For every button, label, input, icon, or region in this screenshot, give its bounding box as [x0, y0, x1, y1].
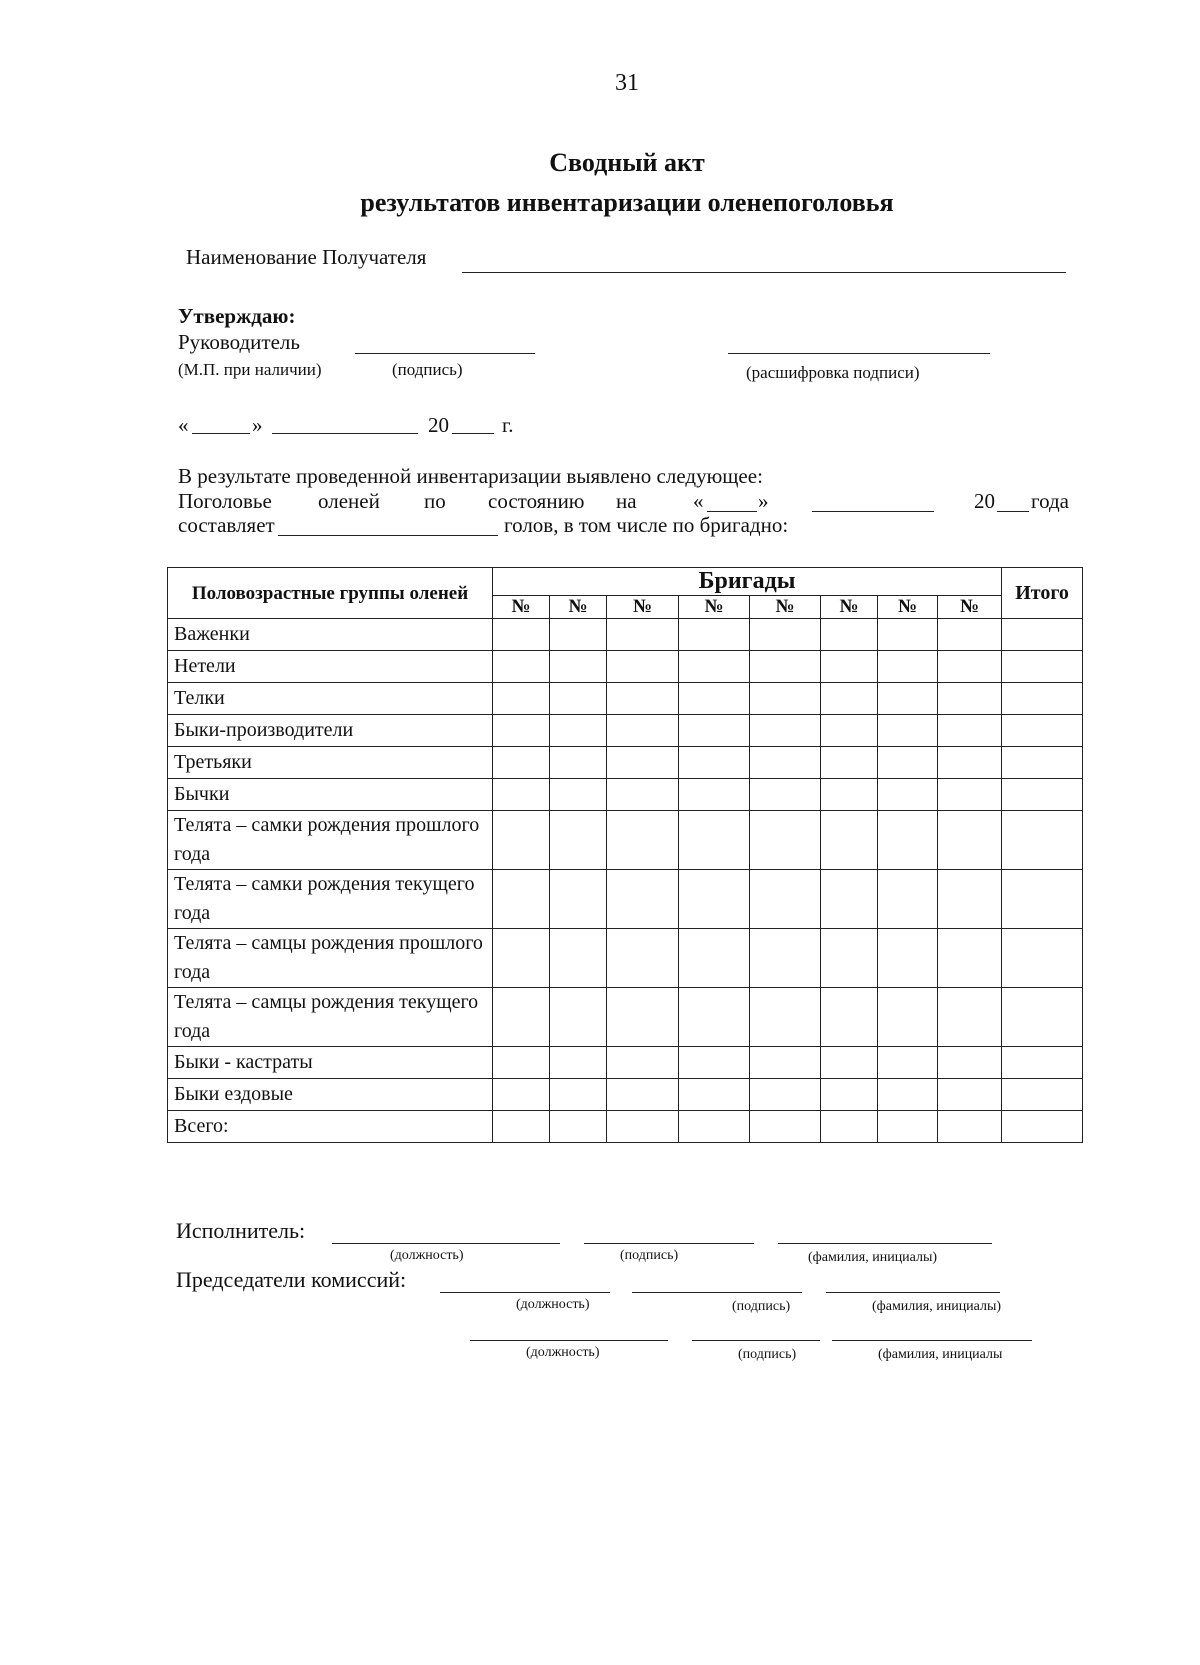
- brigade-count-cell[interactable]: [878, 870, 938, 929]
- brigade-count-cell[interactable]: [750, 747, 821, 779]
- brigade-count-cell[interactable]: [493, 1047, 550, 1079]
- chair2-name-line[interactable]: [832, 1340, 1032, 1341]
- brigade-count-cell[interactable]: [938, 1047, 1002, 1079]
- brigade-count-cell[interactable]: [493, 988, 550, 1047]
- brigade-count-cell[interactable]: [750, 870, 821, 929]
- table-row: [168, 747, 1083, 779]
- recipient-label: Наименование Получателя: [186, 245, 427, 269]
- intro-word: Поголовье: [178, 489, 272, 513]
- brigade-count-cell[interactable]: [550, 651, 607, 683]
- state-month-line[interactable]: [812, 511, 934, 512]
- brigade-count-cell[interactable]: [550, 811, 607, 870]
- row-label: Третьяки: [168, 747, 493, 779]
- brigade-count-cell[interactable]: [938, 1111, 1002, 1143]
- brigade-count-cell[interactable]: [607, 1047, 679, 1079]
- seal-note: (М.П. при наличии): [178, 360, 322, 379]
- document-subtitle: результатов инвентаризации оленепоголовья: [360, 188, 894, 217]
- intro-word: состоянию: [488, 489, 585, 513]
- brigade-count-cell[interactable]: [938, 1079, 1002, 1111]
- chair1-position-line[interactable]: [440, 1292, 610, 1293]
- brigade-count-cell[interactable]: [878, 1111, 938, 1143]
- intro-word: «: [693, 489, 704, 513]
- brigade-count-cell[interactable]: [607, 779, 679, 811]
- brigade-count-cell[interactable]: [550, 619, 607, 651]
- brigade-count-cell[interactable]: [878, 929, 938, 988]
- state-year-line[interactable]: [997, 511, 1029, 512]
- brigade-count-cell[interactable]: [821, 1111, 878, 1143]
- total-count-cell[interactable]: [1002, 811, 1083, 870]
- brigade-count-cell[interactable]: [821, 811, 878, 870]
- date-year-suffix: г.: [502, 413, 514, 437]
- brigade-count-cell[interactable]: [750, 715, 821, 747]
- brigade-count-cell[interactable]: [679, 779, 750, 811]
- brigade-count-cell[interactable]: [679, 683, 750, 715]
- row-label: Быки - кастраты: [168, 1047, 493, 1079]
- brigade-count-cell[interactable]: [679, 811, 750, 870]
- brigade-count-cell[interactable]: [878, 1047, 938, 1079]
- brigade-count-cell[interactable]: [938, 870, 1002, 929]
- brigade-count-cell[interactable]: [550, 1047, 607, 1079]
- chair1-signature-caption: (подпись): [732, 1299, 791, 1314]
- brigade-count-cell[interactable]: [750, 651, 821, 683]
- brigade-count-cell[interactable]: [878, 747, 938, 779]
- executor-position-caption: (должность): [390, 1248, 464, 1263]
- brigade-number-header[interactable]: №: [550, 596, 607, 619]
- date-day-line[interactable]: [192, 433, 250, 434]
- brigade-count-cell[interactable]: [878, 619, 938, 651]
- brigade-count-cell[interactable]: [607, 870, 679, 929]
- brigade-count-cell[interactable]: [878, 683, 938, 715]
- executor-signature-line[interactable]: [584, 1243, 754, 1244]
- table-row: [168, 619, 1083, 651]
- brigade-number-header[interactable]: №: [607, 596, 679, 619]
- brigade-number-header[interactable]: №: [679, 596, 750, 619]
- brigade-count-cell[interactable]: [821, 715, 878, 747]
- brigade-count-cell[interactable]: [493, 811, 550, 870]
- total-count-cell[interactable]: [1002, 619, 1083, 651]
- table-row: [168, 1079, 1083, 1111]
- brigade-count-cell[interactable]: [821, 651, 878, 683]
- brigade-count-cell[interactable]: [550, 747, 607, 779]
- intro-line: В результате проведенной инвентаризации выявлено следующее:: [178, 464, 763, 488]
- page-number: 31: [615, 70, 639, 96]
- brigade-count-cell[interactable]: [550, 1079, 607, 1111]
- total-count-cell[interactable]: [1002, 683, 1083, 715]
- brigade-count-cell[interactable]: [821, 1079, 878, 1111]
- brigade-count-cell[interactable]: [607, 1079, 679, 1111]
- brigade-number-header[interactable]: №: [821, 596, 878, 619]
- row-label: Телята – самки рождения прошлого года: [168, 811, 493, 870]
- brigade-count-cell[interactable]: [750, 929, 821, 988]
- total-count-cell[interactable]: [1002, 870, 1083, 929]
- brigade-count-cell[interactable]: [607, 1111, 679, 1143]
- inventory-table-body: [168, 619, 1083, 1143]
- brigade-count-cell[interactable]: [550, 1111, 607, 1143]
- executor-position-line[interactable]: [332, 1243, 560, 1244]
- brigades-header: Бригады: [493, 568, 1002, 596]
- brigade-count-cell[interactable]: [607, 651, 679, 683]
- row-label: Быки ездовые: [168, 1079, 493, 1111]
- chair1-signature-line[interactable]: [632, 1292, 802, 1293]
- brigade-count-cell[interactable]: [938, 811, 1002, 870]
- table-row: [168, 988, 1083, 1047]
- approve-heading: Утверждаю:: [178, 304, 296, 328]
- brigade-number-header[interactable]: №: [750, 596, 821, 619]
- brigade-count-cell[interactable]: [821, 747, 878, 779]
- executor-name-caption: (фамилия, инициалы): [808, 1250, 938, 1265]
- head-label: Руководитель: [178, 330, 300, 354]
- brigade-count-cell[interactable]: [938, 988, 1002, 1047]
- chair2-position-caption: (должность): [526, 1345, 600, 1360]
- brigade-count-cell[interactable]: [493, 1079, 550, 1111]
- document-title: Сводный акт: [549, 148, 705, 177]
- brigade-count-cell[interactable]: [938, 619, 1002, 651]
- intro-word: по: [424, 489, 446, 513]
- table-row: [168, 651, 1083, 683]
- brigade-count-cell[interactable]: [878, 651, 938, 683]
- total-heads-line[interactable]: [278, 535, 498, 536]
- brigade-count-cell[interactable]: [493, 619, 550, 651]
- brigade-count-cell[interactable]: [550, 988, 607, 1047]
- brigade-count-cell[interactable]: [750, 988, 821, 1047]
- total-count-cell[interactable]: [1002, 1047, 1083, 1079]
- total-count-cell[interactable]: [1002, 988, 1083, 1047]
- row-label: Телята – самцы рождения прошлого года: [168, 929, 493, 988]
- total-count-cell[interactable]: [1002, 1079, 1083, 1111]
- brigade-count-cell[interactable]: [679, 651, 750, 683]
- brigade-count-cell[interactable]: [821, 870, 878, 929]
- brigade-number-header[interactable]: №: [493, 596, 550, 619]
- brigade-count-cell[interactable]: [679, 870, 750, 929]
- intro-amount-start: составляет: [178, 513, 275, 537]
- state-year-prefix: 20: [974, 489, 995, 513]
- chair1-name-line[interactable]: [826, 1292, 1000, 1293]
- brigade-count-cell[interactable]: [679, 1047, 750, 1079]
- table-row: [168, 715, 1083, 747]
- groups-header: Половозрастные группы оленей: [168, 568, 493, 619]
- total-count-cell[interactable]: [1002, 1111, 1083, 1143]
- brigade-count-cell[interactable]: [493, 870, 550, 929]
- table-row: [168, 1047, 1083, 1079]
- table-row: [168, 870, 1083, 929]
- brigade-count-cell[interactable]: [607, 619, 679, 651]
- head-decoding-caption: (расшифровка подписи): [746, 363, 920, 382]
- chair1-name-caption: (фамилия, инициалы): [872, 1299, 1002, 1314]
- brigade-count-cell[interactable]: [550, 683, 607, 715]
- brigade-count-cell[interactable]: [821, 988, 878, 1047]
- brigade-count-cell[interactable]: [679, 747, 750, 779]
- state-day-line[interactable]: [707, 511, 757, 512]
- table-row: [168, 1111, 1083, 1143]
- brigade-count-cell[interactable]: [679, 1079, 750, 1111]
- brigade-count-cell[interactable]: [607, 715, 679, 747]
- row-label: Бычки: [168, 779, 493, 811]
- table-row: [168, 779, 1083, 811]
- head-decoding-line[interactable]: [728, 353, 990, 354]
- intro-amount-end: голов, в том числе по бригадно:: [504, 513, 789, 537]
- total-count-cell[interactable]: [1002, 715, 1083, 747]
- date-open-quote: «: [178, 413, 189, 437]
- total-count-cell[interactable]: [1002, 651, 1083, 683]
- brigade-count-cell[interactable]: [679, 619, 750, 651]
- brigade-count-cell[interactable]: [750, 1111, 821, 1143]
- intro-word: на: [616, 489, 637, 513]
- brigade-count-cell[interactable]: [878, 715, 938, 747]
- row-label: Нетели: [168, 651, 493, 683]
- brigade-count-cell[interactable]: [878, 811, 938, 870]
- brigade-count-cell[interactable]: [750, 683, 821, 715]
- brigade-count-cell[interactable]: [938, 651, 1002, 683]
- brigade-count-cell[interactable]: [821, 779, 878, 811]
- brigade-count-cell[interactable]: [750, 779, 821, 811]
- head-signature-caption: (подпись): [392, 360, 463, 379]
- executor-signature-caption: (подпись): [620, 1248, 679, 1263]
- table-row: [168, 929, 1083, 988]
- chair2-name-caption: (фамилия, инициалы: [878, 1347, 1003, 1362]
- date-year-line[interactable]: [452, 433, 494, 434]
- total-count-cell[interactable]: [1002, 747, 1083, 779]
- total-count-cell[interactable]: [1002, 779, 1083, 811]
- chair2-signature-caption: (подпись): [738, 1347, 797, 1362]
- brigade-count-cell[interactable]: [493, 929, 550, 988]
- chair2-position-line[interactable]: [470, 1340, 668, 1341]
- brigade-count-cell[interactable]: [550, 779, 607, 811]
- row-label: Телки: [168, 683, 493, 715]
- brigade-count-cell[interactable]: [493, 779, 550, 811]
- brigade-count-cell[interactable]: [607, 683, 679, 715]
- chairs-label: Председатели комиссий:: [176, 1267, 407, 1292]
- brigade-count-cell[interactable]: [938, 747, 1002, 779]
- intro-word: оленей: [318, 489, 380, 513]
- brigade-count-cell[interactable]: [821, 683, 878, 715]
- brigade-count-cell[interactable]: [938, 683, 1002, 715]
- date-close-quote: »: [252, 413, 263, 437]
- head-signature-line[interactable]: [355, 353, 535, 354]
- brigade-count-cell[interactable]: [607, 747, 679, 779]
- inventory-table: [167, 567, 1083, 1143]
- total-count-cell[interactable]: [1002, 929, 1083, 988]
- brigade-count-cell[interactable]: [878, 988, 938, 1047]
- table-row: [168, 811, 1083, 870]
- brigade-count-cell[interactable]: [550, 870, 607, 929]
- table-row: [168, 683, 1083, 715]
- brigade-count-cell[interactable]: [679, 929, 750, 988]
- executor-label: Исполнитель:: [176, 1218, 306, 1243]
- row-label: Важенки: [168, 619, 493, 651]
- brigade-count-cell[interactable]: [607, 811, 679, 870]
- brigade-count-cell[interactable]: [493, 1111, 550, 1143]
- total-header: Итого: [1002, 568, 1083, 619]
- brigade-count-cell[interactable]: [550, 929, 607, 988]
- brigade-count-cell[interactable]: [493, 683, 550, 715]
- brigade-count-cell[interactable]: [821, 619, 878, 651]
- brigade-count-cell[interactable]: [821, 1047, 878, 1079]
- brigade-count-cell[interactable]: [878, 779, 938, 811]
- brigade-count-cell[interactable]: [493, 747, 550, 779]
- date-month-line[interactable]: [272, 433, 418, 434]
- brigade-number-header[interactable]: №: [878, 596, 938, 619]
- brigade-count-cell[interactable]: [750, 1047, 821, 1079]
- chair1-position-caption: (должность): [516, 1297, 590, 1312]
- row-label: Телята – самцы рождения текущего года: [168, 988, 493, 1047]
- intro-word: »: [758, 489, 769, 513]
- brigade-count-cell[interactable]: [938, 715, 1002, 747]
- brigade-count-cell[interactable]: [750, 1079, 821, 1111]
- brigade-count-cell[interactable]: [750, 811, 821, 870]
- date-year-prefix: 20: [428, 413, 449, 437]
- brigade-count-cell[interactable]: [878, 1079, 938, 1111]
- brigade-count-cell[interactable]: [750, 619, 821, 651]
- chair2-signature-line[interactable]: [692, 1340, 820, 1341]
- brigade-count-cell[interactable]: [493, 651, 550, 683]
- brigade-count-cell[interactable]: [607, 929, 679, 988]
- row-label: Всего:: [168, 1111, 493, 1143]
- brigade-count-cell[interactable]: [550, 715, 607, 747]
- row-label: Быки-производители: [168, 715, 493, 747]
- brigade-count-cell[interactable]: [938, 929, 1002, 988]
- row-label: Телята – самки рождения текущего года: [168, 870, 493, 929]
- brigade-count-cell[interactable]: [938, 779, 1002, 811]
- brigade-count-cell[interactable]: [607, 988, 679, 1047]
- brigade-count-cell[interactable]: [821, 929, 878, 988]
- brigade-number-header[interactable]: №: [938, 596, 1002, 619]
- executor-name-line[interactable]: [778, 1243, 992, 1244]
- brigade-count-cell[interactable]: [679, 1111, 750, 1143]
- brigade-count-cell[interactable]: [493, 715, 550, 747]
- state-year-word: года: [1031, 489, 1069, 513]
- brigade-count-cell[interactable]: [679, 988, 750, 1047]
- recipient-field-line[interactable]: [462, 272, 1066, 273]
- brigade-count-cell[interactable]: [679, 715, 750, 747]
